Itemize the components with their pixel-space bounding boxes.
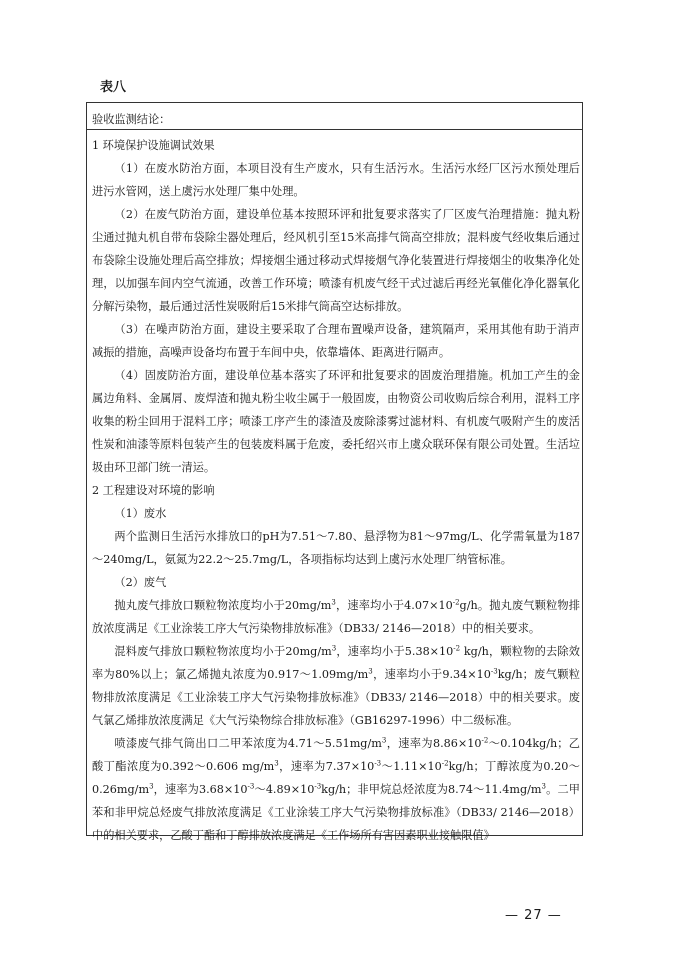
paragraph-wastewater-measures: （1）在废水防治方面，本项目没有生产废水，只有生活污水。生活污水经厂区污水预处理后进污水管网，送上虞污水处理厂集中处理。 bbox=[92, 162, 580, 198]
paragraph-mixing-exhaust: 混料废气排放口颗粒物浓度均小于$20mg/m^3$，速率均小于$5.38\times 10^{-2}$ kg/h，颗粒物的去除效率为80%以上；氯乙烯抛丸浓度为$0.917\sim 1.09mg/m^3$，速率均小于$9.34\times 10^{-3}kg/h$；废气颗粒物排放浓度满足《工业涂装工序大气污染物排放标准》（DB33/ 2146—2018）中的相关要求。废气氯乙烯排放浓度满足《大气污染物综合排放标准》（GB16297-1996）中二级标准。 bbox=[92, 644, 580, 727]
subsection-exhaust: （2）废气 bbox=[114, 576, 167, 589]
document-body bbox=[92, 108, 580, 847]
heading: 验收监测结论： bbox=[92, 113, 171, 126]
paragraph-wastewater-results: 两个监测日生活污水排放口的pH为7.51～7.80、悬浮物为81～97mg/L、化学需氧量为187～240mg/L，氨氮为22.2～25.7mg/L，各项指标均达到上虞污水处理厂纳管标准。 bbox=[92, 530, 580, 566]
paragraph-solid-waste-measures: （4）固废防治方面，建设单位基本落实了环评和批复要求的固废治理措施。机加工产生的金属边角料、金属屑、废焊渣和抛丸粉尘收尘属于一般固废，由物资公司收购后综合利用，混料工序收集的粉尘回用于混料工序；喷漆工序产生的漆渣及废除漆雾过滤材料、有机废气吸附产生的废活性炭和油漆等原料包装产生的包装废料属于危废，委托绍兴市上虞众联环保有限公司处置。生活垃圾由环卫部门统一清运。 bbox=[92, 369, 580, 474]
page-number: — 27 — bbox=[505, 908, 562, 923]
table-title: 表八 bbox=[100, 80, 127, 95]
section2-title: 2 工程建设对环境的影响 bbox=[92, 484, 215, 497]
section1-title: 1 环境保护设施调试效果 bbox=[92, 139, 215, 152]
paragraph-shotblast-exhaust: 抛丸废气排放口颗粒物浓度均小于$20mg/m^3$，速率均小于$4.07\times 10^{-2}g/h$。抛丸废气颗粒物排放浓度满足《工业涂装工序大气污染物排放标准》（DB33/ 2146—2018）中的相关要求。 bbox=[92, 598, 580, 635]
paragraph-noise-measures: （3）在噪声防治方面，建设主要采取了合理布置噪声设备，建筑隔声，采用其他有助于消声减振的措施，高噪声设备均布置于车间中央，依靠墙体、距离进行隔声。 bbox=[92, 323, 580, 359]
paragraph-painting-exhaust: 喷漆废气排气筒出口二甲苯浓度为$4.71\sim 5.51mg/m^3$，速率为$8.86\times 10^{-2}\sim 0.104kg/h$；乙酸丁酯浓度为0.392～0.606 $mg/m^3$，速率为$7.37\times 10^{-3}\sim 1.11\times 10^{-2}kg/h$；丁醇浓度为$0.20\sim 0.26mg/m^3$，速率为$3.68\times 10^{-3}\sim 4.89\times 10^{-3}kg/h$；非甲烷总烃浓度为$8.74\sim 11.4mg/m^3$。二甲苯和非甲烷总烃废气排放浓度满足《工业涂装工序大气污染物排放标准》（DB33/ 2146—2018）中的相关要求，乙酸丁酯和丁醇排放浓度满足《工作场所有害因素职业接触限值》 bbox=[92, 736, 580, 842]
paragraph-exhaust-measures: （2）在废气防治方面，建设单位基本按照环评和批复要求落实了厂区废气治理措施：抛丸粉尘通过抛丸机自带布袋除尘器处理后，经风机引至15米高排气筒高空排放；混料废气经收集后通过布袋除尘设施处理后高空排放；焊接烟尘通过移动式焊接烟气净化装置进行焊接烟尘的收集净化处理，以加强车间内空气流通，改善工作环境；喷漆有机废气经干式过滤后再经光氧催化净化器氧化分解污染物，最后通过活性炭吸附后15米排气筒高空达标排放。 bbox=[92, 208, 580, 313]
subsection-wastewater: （1）废水 bbox=[114, 507, 167, 520]
